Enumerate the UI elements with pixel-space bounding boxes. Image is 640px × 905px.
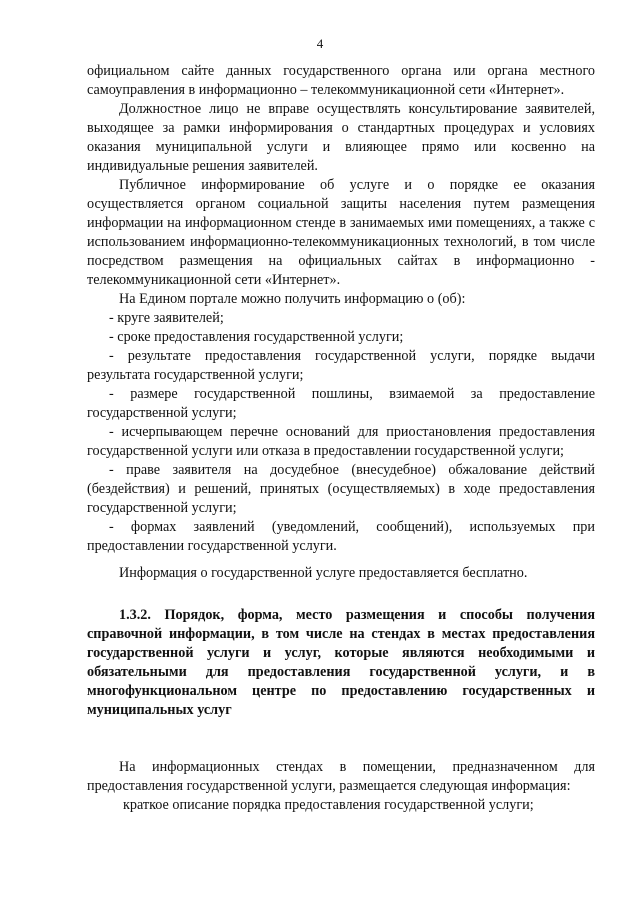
- list-item: - исчерпывающем перечне оснований для приостановления предоставления государственной услуги или отказа в предоставлении государственной услуги;: [87, 424, 595, 459]
- paragraph-portal-intro: На Едином портале можно получить информацию о (об):: [119, 291, 466, 307]
- list-item: - круге заявителей;: [109, 310, 224, 326]
- paragraph-internet-site: официальном сайте данных государственного органа или органа местного самоуправления в информационно – телекоммуникационной сети «Интернет».: [87, 63, 595, 98]
- list-item: - размере государственной пошлины, взимаемой за предоставление государственной услуги;: [87, 386, 595, 421]
- paragraph-public-informing: Публичное информирование об услуге и о порядке ее оказания осуществляется органом социальной защиты населения путем размещения информации на информационном стенде в занимаемых ими помещениях, а также с использованием информационно-телекоммуникационных технологий, в том числе посредством размещения на официальных сайтах в информационно - телекоммуникационной сети «Интернет».: [87, 177, 595, 288]
- informing-section: [87, 62, 595, 583]
- free-of-charge-note: Информация о государственной услуге предоставляется бесплатно.: [119, 565, 528, 581]
- stands-section: [87, 758, 595, 815]
- page-number: 4: [316, 36, 324, 51]
- list-item: - результате предоставления государственной услуги, порядке выдачи результата государственной услуги;: [87, 348, 595, 383]
- list-item: - формах заявлений (уведомлений, сообщений), используемых при предоставлении государственной услуги.: [87, 519, 595, 554]
- portal-info-list: [87, 309, 595, 556]
- stand-item: краткое описание порядка предоставления государственной услуги;: [123, 797, 534, 813]
- list-item: - праве заявителя на досудебное (внесудебное) обжалование действий (бездействия) и решений, принятых (осуществляемых) в ходе предоставления государственной услуги;: [87, 462, 595, 516]
- paragraph-stands: На информационных стендах в помещении, предназначенном для предоставления государственной услуги, размещается следующая информация:: [87, 759, 595, 794]
- list-item: - сроке предоставления государственной услуги;: [109, 329, 404, 345]
- paragraph-official-restriction: Должностное лицо не вправе осуществлять консультирование заявителей, выходящее за рамки информирования о стандартных процедурах и условиях оказания муниципальной услуги и влияющее прямо или косвенно на индивидуальные решения заявителей.: [87, 101, 595, 174]
- section-heading: 1.3.2. Порядок, форма, место размещения и способы получения справочной информации, в том числе на стендах в местах предоставления государственной услуги и услуг, которые являются необходимыми и обязательными для предоставления государственной услуги, и в многофункциональном центре по предоставлению государственных и муниципальных услуг: [87, 607, 595, 718]
